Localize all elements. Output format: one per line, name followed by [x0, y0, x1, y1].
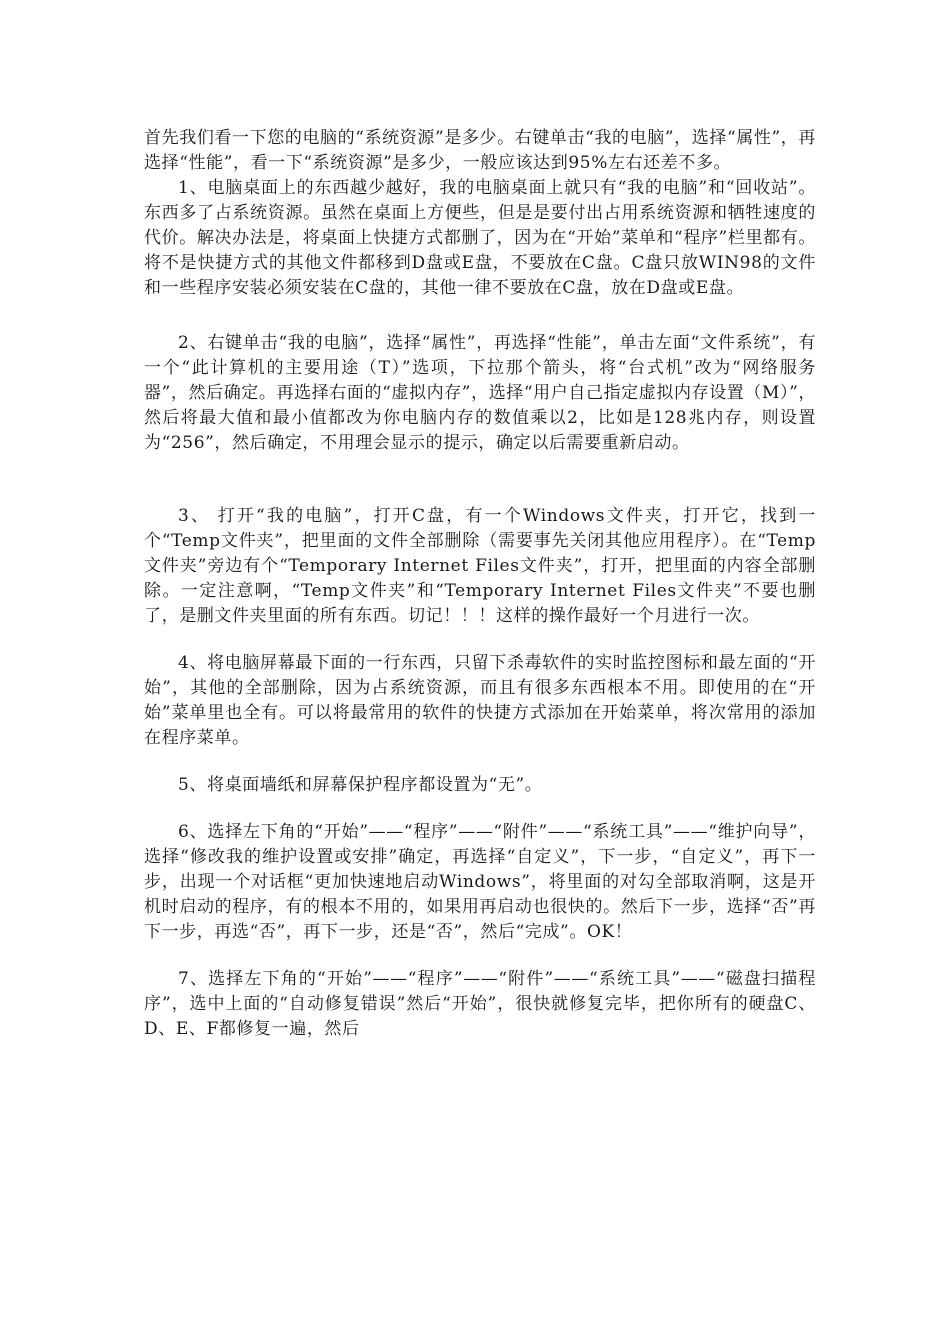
tip-2-paragraph: 2、右键单击“我的电脑”，选择“属性”，再选择“性能”，单击左面“文件系统”，有一个“此计算机的主要用途（T）”选项，下拉那个箭头，将“台式机”改为“网络服务器”，然后确定。再选择右面的“虚拟内存”，选择“用户自己指定虚拟内存设置（M）”，然后将最大值和最小值都改为你电脑内存的数值乘以2，比如是128兆内存，则设置为“256”，然后确定，不用理会显示的提示，确定以后需要重新启动。: [144, 333, 816, 453]
tip-7-paragraph: 7、选择左下角的“开始”——“程序”——“附件”——“系统工具”——“磁盘扫描程序”，选中上面的“自动修复错误”然后“开始”，很快就修复完毕，把你所有的硬盘C、D、E、F都修复一遍，然后: [144, 969, 816, 1039]
tip-3-paragraph: 3、 打开“我的电脑”，打开C盘，有一个Windows文件夹，打开它，找到一个“Temp文件夹”，把里面的文件全部删除（需要事先关闭其他应用程序）。在“Temp文件夹”旁边有个“Temporary Internet Files文件夹”，打开，把里面的内容全部删除。一定注意啊，“Temp文件夹”和“Temporary Internet Files文件夹”不要也删了，是删文件夹里面的所有东西。切记！！！这样的操作最好一个月进行一次。: [144, 506, 816, 626]
tip-6-paragraph: 6、选择左下角的“开始”——“程序”——“附件”——“系统工具”——“维护向导”，选择“修改我的维护设置或安排”确定，再选择“自定义”，下一步，“自定义”，再下一步，出现一个对话框“更加快速地启动Windows”，将里面的对勾全部取消啊，这是开机时启动的程序，有的根本不用的，如果用再启动也很快的。然后下一步，选择“否”再下一步，再选“否”，再下一步，还是“否”，然后“完成”。OK！: [144, 822, 816, 942]
tip-4-paragraph: 4、将电脑屏幕最下面的一行东西，只留下杀毒软件的实时监控图标和最左面的“开始”，其他的全部删除，因为占系统资源，而且有很多东西根本不用。即使用的在“开始”菜单里也全有。可以将最常用的软件的快捷方式添加在开始菜单，将次常用的添加在程序菜单。: [144, 653, 816, 748]
paragraph-spacer: [144, 945, 816, 967]
document-body: [144, 126, 816, 1042]
paragraph-spacer: [144, 301, 816, 331]
tip-1-paragraph: 1、电脑桌面上的东西越少越好，我的电脑桌面上就只有“我的电脑”和“回收站”。东西多了占系统资源。虽然在桌面上方便些，但是是要付出占用系统资源和牺牲速度的代价。解决办法是，将桌面上快捷方式都删了，因为在“开始”菜单和“程序”栏里都有。将不是快捷方式的其他文件都移到D盘或E盘，不要放在C盘。C盘只放WIN98的文件和一些程序安装必须安装在C盘的，其他一律不要放在C盘，放在D盘或E盘。: [144, 178, 816, 298]
intro-paragraph: 首先我们看一下您的电脑的“系统资源”是多少。右键单击“我的电脑”，选择“属性”，再选择“性能”，看一下“系统资源”是多少，一般应该达到95%左右还差不多。: [144, 128, 816, 173]
paragraph-spacer: [144, 629, 816, 651]
paragraph-spacer: [144, 751, 816, 773]
paragraph-spacer: [144, 456, 816, 504]
tip-5-paragraph: 5、将桌面墙纸和屏幕保护程序都设置为“无”。: [178, 775, 543, 795]
paragraph-spacer: [144, 798, 816, 820]
